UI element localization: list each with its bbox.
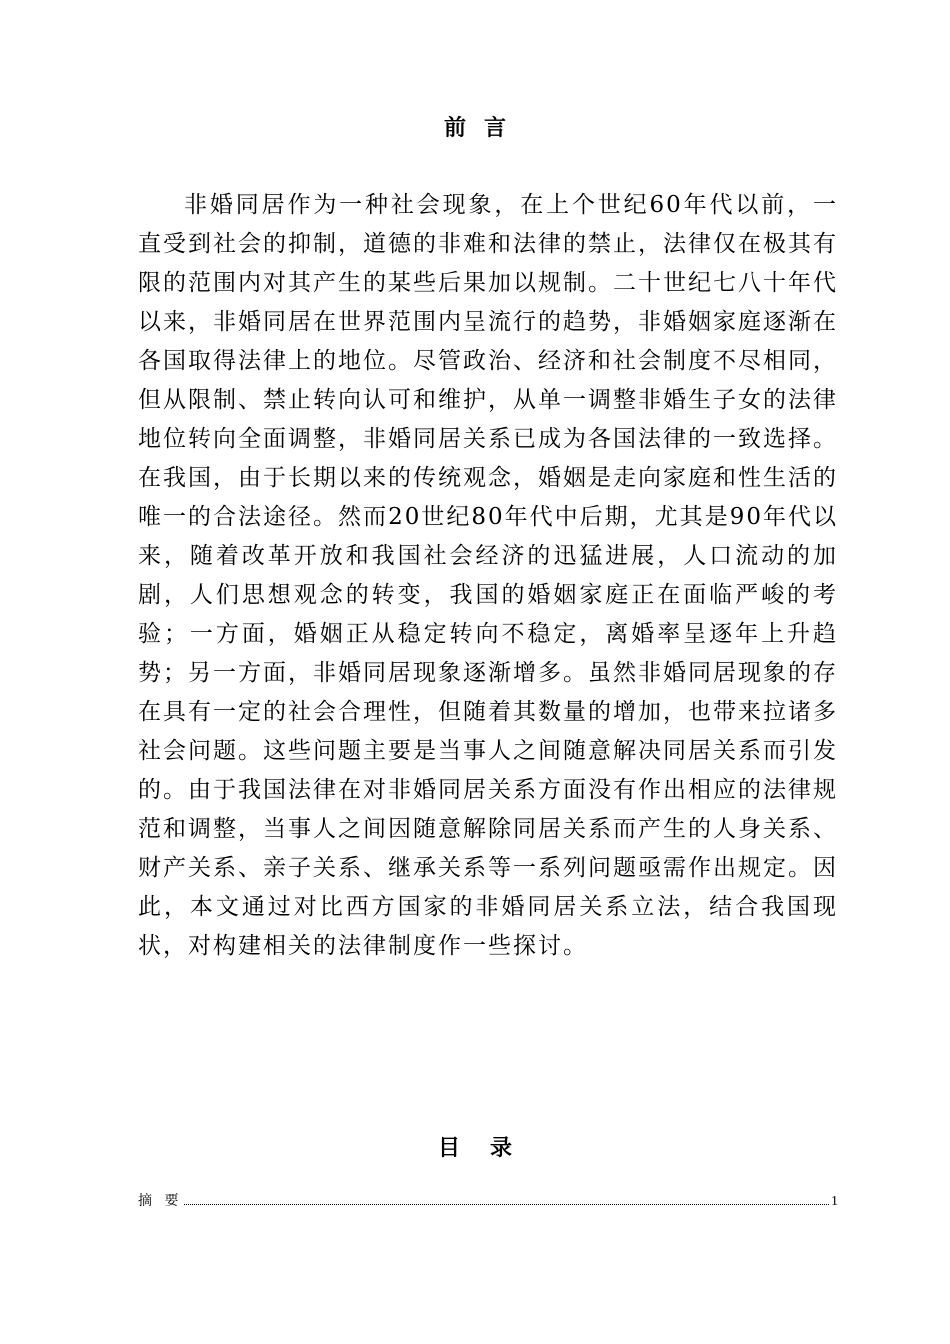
toc-list — [138, 1190, 838, 1213]
preface-title: 前言 — [443, 115, 524, 141]
toc-title: 目录 — [437, 1135, 542, 1161]
toc-entry[interactable] — [138, 1190, 838, 1213]
toc-entry-page: 1 — [831, 1194, 838, 1209]
preface-paragraph: 非婚同居作为一种社会现象，在上个世纪60年代以前，一直受到社会的抑制，道德的非难和法律的禁止，法律仅在极其有限的范围内对其产生的某些后果加以规制。二十世纪七八十年代以来，非婚同居在世界范围内呈流行的趋势，非婚姻家庭逐渐在各国取得法律上的地位。尽管政治、经济和社会制度不尽相同，但从限制、禁止转向认可和维护，从单一调整非婚生子女的法律地位转向全面调整，非婚同居关系已成为各国法律的一致选择。在我国，由于长期以来的传统观念，婚姻是走向家庭和性生活的唯一的合法途径。然而20世纪80年代中后期，尤其是90年代以来，随着改革开放和我国社会经济的迅猛进展，人口流动的加剧，人们思想观念的转变，我国的婚姻家庭正在面临严峻的考验；一方面，婚姻正从稳定转向不稳定，离婚率呈逐年上升趋势；另一方面，非婚同居现象逐渐增多。虽然非婚同居现象的存在具有一定的社会合理性，但随着其数量的增加，也带来拉诸多社会问题。这些问题主要是当事人之间随意解决同居关系而引发的。由于我国法律在对非婚同居关系方面没有作出相应的法律规范和调整，当事人之间因随意解除同居关系而产生的人身关系、财产关系、亲子关系、继承关系等一系列问题亟需作出规定。因此，本文通过对比西方国家的非婚同居关系立法，结合我国现状，对构建相关的法律制度作一些探讨。 — [138, 192, 838, 959]
toc-leader-dots — [184, 1203, 829, 1205]
toc-entry-label: 摘 要 — [138, 1193, 183, 1209]
